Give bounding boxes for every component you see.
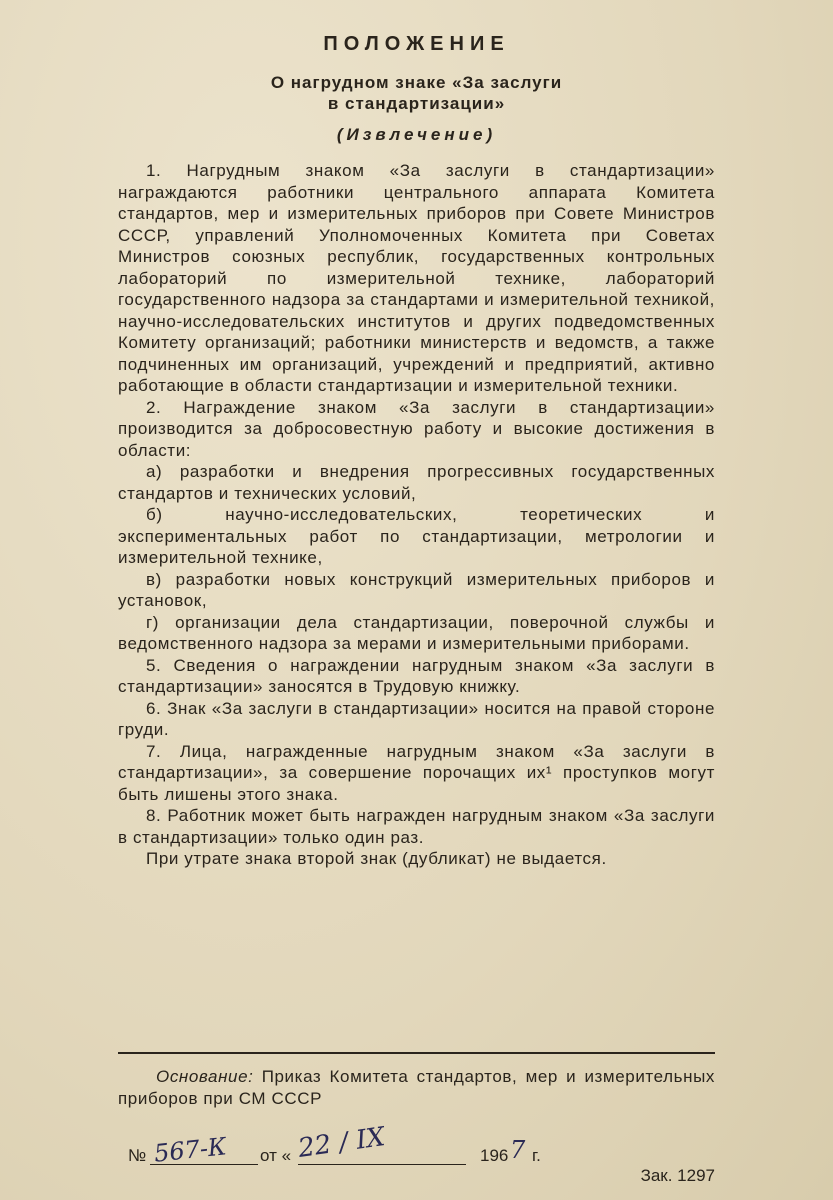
paragraph-1: 1. Нагрудным знаком «За заслуги в стандартизации» награждаются работники центрального аппарата Комитета стандартов, мер и измерительных приборов при Совете Министров СССР, управлений Уполномоченных Комитета при Советах Министров союзных республик, государственных контрольных лабораторий по измерительной технике, лабораторий государственного надзора за стандартами и измерительной техникой, научно-исследовательских институтов и других подведомственных Комитету организаций; работники министерств и ведомств, а также подчиненных им организаций, учреждений и предприятий, активно работающие в области стандартизации и измерительной техники.: [118, 161, 715, 395]
extract-label: (Извлечение): [336, 125, 497, 144]
order-number-prefix: №: [128, 1146, 147, 1165]
divider-line: [118, 1052, 715, 1054]
order-date-blank: [298, 1164, 466, 1165]
order-date-handwritten: 22 / IX: [296, 1122, 387, 1164]
document-body: [118, 160, 715, 870]
paragraph-7: 7. Лица, награжденные нагрудным знаком «За заслуги в стандартизации», за совершение порочащих их¹ проступков могут быть лишены этого знака.: [118, 741, 715, 804]
paragraph-8: 8. Работник может быть награжден нагрудным знаком «За заслуги в стандартизации» только один раз.: [118, 806, 715, 847]
subtitle-line-2: в стандартизации»: [327, 94, 506, 113]
document-title: ПОЛОЖЕНИЕ: [323, 33, 510, 55]
order-number-handwritten: 567-К: [152, 1132, 228, 1168]
paragraph-2c: в) разработки новых конструкций измерительных приборов и установок,: [118, 569, 715, 610]
paragraph-5: 5. Сведения о награждении нагрудным знаком «За заслуги в стандартизации» заносятся в Трудовую книжку.: [118, 655, 715, 696]
paragraph-2b: б) научно-исследовательских, теоретических и экспериментальных работ по стандартизации, метрологии и измерительной технике,: [118, 505, 715, 567]
basis-label: Основание:: [156, 1067, 254, 1086]
paragraph-2d: г) организации дела стандартизации, поверочной службы и ведомственного надзора за мерами и измерительными приборами.: [118, 612, 715, 653]
print-order-number: Зак. 1297: [640, 1166, 715, 1185]
paragraph-loss: При утрате знака второй знак (дубликат) не выдается.: [146, 849, 607, 868]
basis-section: [118, 1066, 715, 1110]
order-year-handwritten: 7: [510, 1136, 526, 1164]
paragraph-2: 2. Награждение знаком «За заслуги в стандартизации» производится за добросовестную работу и высокие достижения в области:: [118, 397, 715, 460]
order-date-prefix: от «: [260, 1146, 292, 1165]
paragraph-2a: а) разработки и внедрения прогрессивных государственных стандартов и технических условий,: [118, 462, 715, 503]
order-line: [118, 1122, 715, 1176]
subtitle-line-1: О нагрудном знаке «За заслуги: [270, 73, 563, 92]
basis-text: Приказ Комитета стандартов, мер и измерительных приборов при СМ СССР: [118, 1067, 715, 1108]
order-year-suffix: г.: [532, 1146, 541, 1165]
paragraph-6: 6. Знак «За заслуги в стандартизации» носится на правой стороне груди.: [118, 698, 715, 739]
document-subtitle: [0, 72, 833, 114]
order-year-prefix: 196: [480, 1146, 509, 1165]
